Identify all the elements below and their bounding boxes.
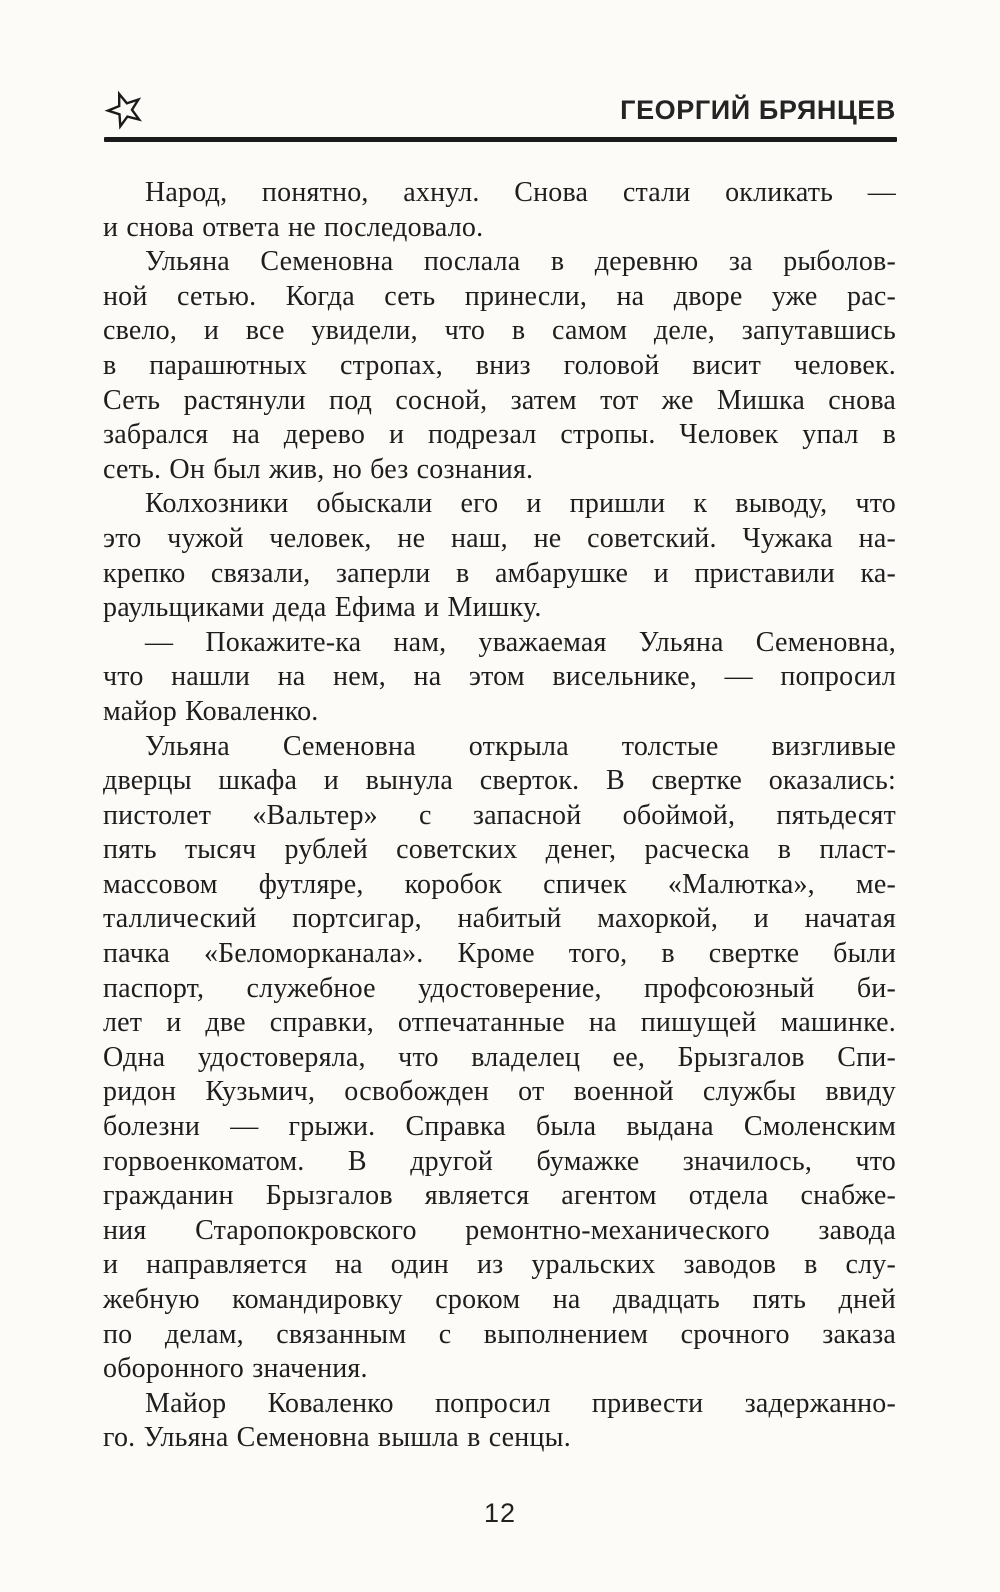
- text-line: Ульяна Семеновна открыла толстые визгливые: [145, 730, 896, 762]
- text-line: что нашли на нем, на этом висельнике, — попросил: [103, 661, 896, 693]
- text-line: ной сетью. Когда сеть принесли, на дворе уже рас-: [103, 280, 896, 312]
- header-rule: [104, 137, 897, 142]
- text-line: горвоенкоматом. В другой бумажке значилось, что: [103, 1145, 896, 1177]
- paragraph: [103, 176, 896, 245]
- text-line: майор Коваленко.: [103, 695, 319, 727]
- text-line: Ульяна Семеновна послала в деревню за рыболов-: [145, 246, 896, 278]
- text-line: — Покажите-ка нам, уважаемая Ульяна Семеновна,: [145, 626, 896, 658]
- text-line: пять тысяч рублей советских денег, расческа в пласт-: [103, 834, 896, 866]
- text-line: оборонного значения.: [103, 1353, 368, 1385]
- text-line: гражданин Брызгалов является агентом отдела снабже-: [103, 1180, 896, 1212]
- text-line: это чужой человек, не наш, не советский. Чужака на-: [103, 522, 896, 554]
- paragraph: [103, 730, 896, 1387]
- text-line: Майор Коваленко попросил привести задержанно-: [145, 1387, 896, 1419]
- text-line: болезни — грыжи. Справка была выдана Смоленским: [103, 1111, 896, 1143]
- text-line: жебную командировку сроком на двадцать пять дней: [103, 1284, 896, 1315]
- text-line: и снова ответа не последовало.: [103, 211, 484, 243]
- text-line: паспорт, служебное удостоверение, профсоюзный би-: [103, 972, 896, 1004]
- text-line: по делам, связанным с выполнением срочного заказа: [103, 1318, 896, 1350]
- text-line: в парашютных стропах, вниз головой висит человек.: [103, 349, 896, 381]
- text-line: Народ, понятно, ахнул. Снова стали окликать —: [145, 177, 896, 208]
- text-line: и направляется на один из уральских заводов в слу-: [103, 1249, 896, 1281]
- text-line: Одна удостоверяла, что владелец ее, Брызгалов Спи-: [103, 1041, 896, 1073]
- author-name: ГЕОРГИЙ БРЯНЦЕВ: [620, 95, 896, 125]
- text-line: дверцы шкафа и вынула сверток. В свертке оказались:: [103, 765, 896, 797]
- paragraph: [103, 626, 896, 730]
- text-line: свело, и все увидели, что в самом деле, запутавшись: [103, 315, 896, 347]
- text-line: пачка «Беломорканала». Кроме того, в свертке были: [103, 938, 896, 970]
- text-line: го. Ульяна Семеновна вышла в сенцы.: [103, 1422, 571, 1454]
- body-text: [103, 176, 896, 1456]
- text-line: Колхозники обыскали его и пришли к выводу, что: [145, 488, 896, 520]
- text-line: Сеть растянули под сосной, затем тот же Мишка снова: [103, 384, 896, 416]
- page-footer: [0, 1498, 1000, 1529]
- text-line: крепко связали, заперли в амбарушке и приставили ка-: [103, 557, 896, 589]
- text-line: таллический портсигар, набитый махоркой, и начатая: [103, 903, 896, 935]
- text-line: раульщиками деда Ефима и Мишку.: [103, 592, 542, 624]
- text-line: ния Старопокровского ремонтно-механического завода: [103, 1214, 896, 1246]
- paragraph: [103, 245, 896, 487]
- text-line: пистолет «Вальтер» с запасной обоймой, пятьдесят: [103, 799, 896, 831]
- text-line: ридон Кузьмич, освобожден от военной службы ввиду: [103, 1076, 896, 1108]
- text-line: сеть. Он был жив, но без сознания.: [103, 453, 534, 485]
- page-header: [104, 84, 896, 134]
- star-icon: [104, 84, 148, 134]
- text-line: забрался на дерево и подрезал стропы. Человек упал в: [103, 419, 896, 451]
- paragraph: [103, 487, 896, 625]
- paragraph: [103, 1387, 896, 1456]
- text-line: лет и две справки, отпечатанные на пишущей машинке.: [103, 1007, 896, 1039]
- text-line: массовом футляре, коробок спичек «Малютка», ме-: [103, 868, 896, 900]
- page-number: 12: [483, 1498, 517, 1528]
